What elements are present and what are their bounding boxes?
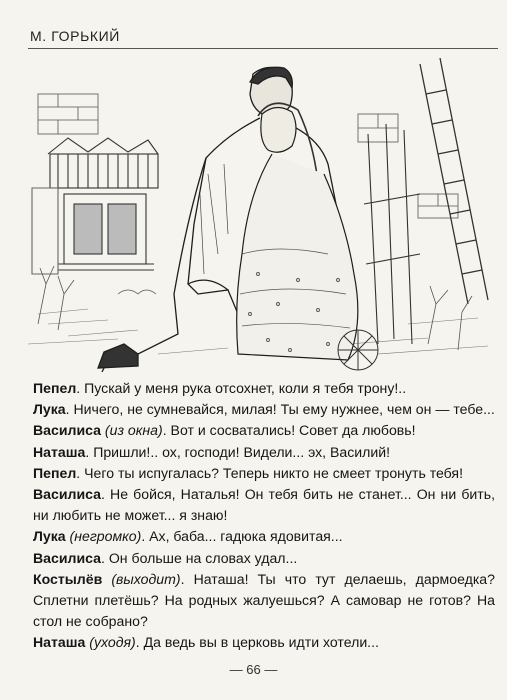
brick-wall (38, 94, 458, 218)
speaker-name: Пепел (33, 380, 77, 396)
speaker-name: Василиса (33, 486, 101, 503)
header-rule (28, 48, 498, 49)
house-window (32, 138, 158, 274)
embracing-couple-illustration (28, 54, 498, 372)
speaker-name: Пепел (33, 464, 77, 481)
stage-direction: (из окна) (104, 422, 163, 439)
line-text: Ничего, не сумневайся, милая! Ты ему нужнее, чем он — тебе... (73, 401, 495, 418)
dialogue-line: Лука. Ничего, не сумневайся, милая! Ты ему нужнее, чем он — тебе... (33, 401, 495, 418)
dialogue-text (33, 378, 495, 654)
line-text: Наташа! Ты что тут делаешь, дармоедка? Сплетни плетёшь? На родных жалуешься? А самовар не готов? На стол не собрано? (33, 570, 495, 630)
speaker-name: Лука (33, 401, 66, 418)
dialogue-line: Василиса (из окна). Вот и сосватались! Совет да любовь! (33, 422, 416, 439)
woman-figure (237, 103, 358, 360)
line-text: Пришли!.. ох, господи! Видели... эх, Василий! (93, 443, 391, 460)
line-text: Пускай у меня рука отсохнет, коли я тебя трону!.. (84, 380, 407, 396)
speaker-name: Наташа (33, 634, 86, 651)
dialogue-line: Пепел. Пускай у меня рука отсохнет, коли я тебя трону!.. (33, 380, 407, 396)
ladder (420, 58, 488, 304)
speaker-name: Наташа (33, 443, 86, 460)
dialogue-line: Лука (негромко). Ах, баба... гадюка ядовитая... (33, 528, 343, 545)
page-number: — 66 — (229, 662, 278, 677)
line-text: Да ведь вы в церковь идти хотели... (143, 634, 379, 651)
stage-direction: (негромко) (69, 528, 142, 545)
line-text: Он больше на словах удал... (108, 549, 298, 566)
speaker-name: Василиса (33, 422, 101, 439)
line-text: Ах, баба... гадюка ядовитая... (149, 528, 343, 545)
line-text: Вот и сосватались! Совет да любовь! (170, 422, 416, 439)
speaker-name: Василиса (33, 549, 101, 566)
dialogue-line: Наташа. Пришли!.. ох, господи! Видели... эх, Василий! (33, 443, 391, 460)
speaker-name: Костылёв (33, 570, 103, 587)
stage-direction: (уходя) (89, 634, 136, 651)
line-text: Не бойся, Наталья! Он тебя бить не станет... Он ни бить, ни любить не может... я знаю! (33, 486, 495, 524)
fence (364, 124, 420, 344)
line-text: Чего ты испугалась? Теперь никто не смеет тронуть тебя! (84, 464, 463, 481)
dialogue-line: Пепел. Чего ты испугалась? Теперь никто не смеет тронуть тебя! (33, 464, 463, 481)
stage-direction: (выходит) (111, 570, 181, 587)
dialogue-line: Василиса. Не бойся, Наталья! Он тебя бить не станет... Он ни бить, ни любить не может... я знаю! (33, 486, 495, 524)
dialogue-line: Костылёв (выходит). Наташа! Ты что тут делаешь, дармоедка? Сплетни плетёшь? На родных жалуешься? А самовар не готов? На стол не собрано? (33, 570, 495, 630)
cart-wheel (338, 330, 378, 370)
running-header: М. ГОРЬКИЙ (30, 28, 120, 44)
speaker-name: Лука (33, 528, 66, 545)
dialogue-line: Василиса. Он больше на словах удал... (33, 549, 298, 566)
dialogue-line: Наташа (уходя). Да ведь вы в церковь идти хотели... (33, 634, 379, 651)
